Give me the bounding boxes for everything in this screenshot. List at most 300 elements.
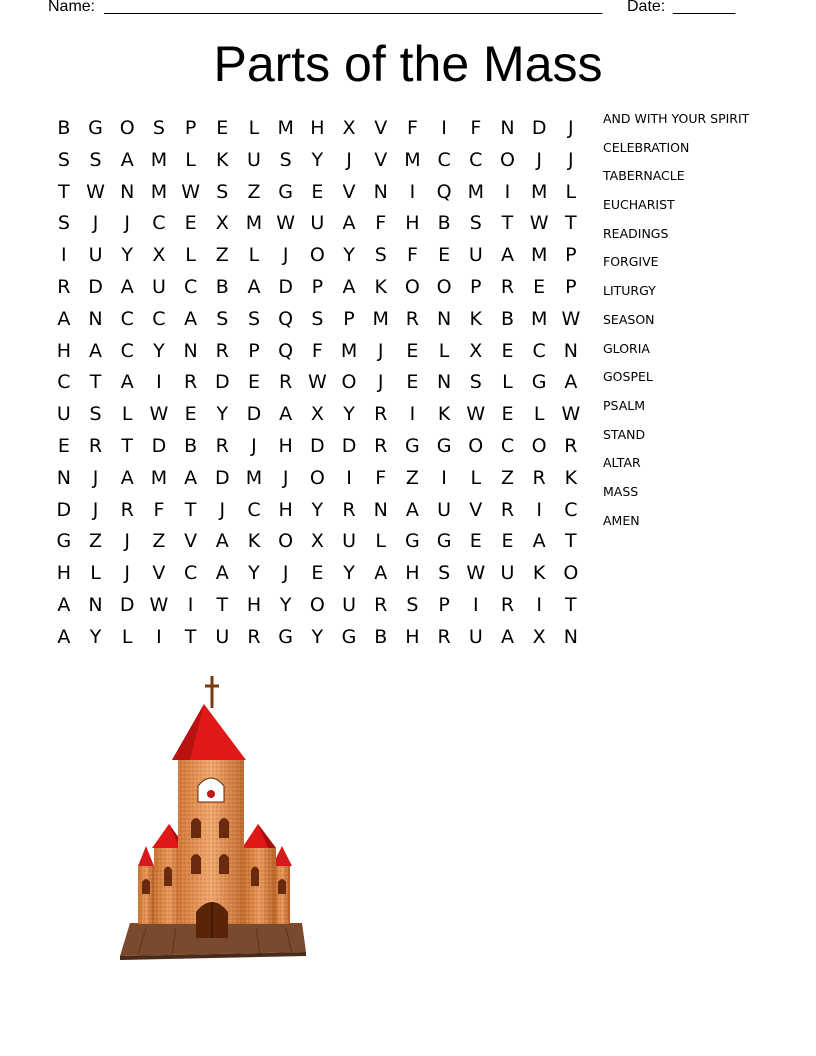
grid-letter: Z: [152, 530, 166, 553]
grid-letter: R: [437, 625, 451, 648]
grid-letter: Y: [343, 244, 355, 267]
grid-letter: B: [184, 434, 198, 457]
grid-letter: M: [150, 180, 168, 203]
grid-letter: R: [279, 371, 293, 394]
grid-letter: W: [466, 562, 486, 585]
word-list-item: GOSPEL: [603, 369, 653, 385]
grid-letter: V: [342, 180, 356, 203]
grid-letter: A: [342, 275, 356, 298]
grid-letter: H: [278, 434, 293, 457]
grid-letter: D: [310, 434, 325, 457]
grid-letter: R: [88, 434, 103, 457]
grid-letter: I: [441, 117, 447, 139]
grid-letter: W: [561, 307, 581, 330]
grid-letter: D: [214, 371, 230, 394]
grid-letter: M: [530, 244, 548, 267]
grid-letter: D: [214, 466, 230, 489]
grid-letter: O: [309, 593, 325, 616]
grid-letter: I: [441, 466, 447, 489]
grid-letter: X: [310, 530, 324, 553]
grid-letter: R: [215, 434, 229, 457]
grid-letter: G: [56, 530, 72, 553]
grid-letter: Y: [311, 625, 324, 648]
grid-letter: F: [406, 244, 418, 267]
grid-letter: R: [500, 593, 515, 616]
grid-letter: O: [309, 244, 325, 267]
grid-letter: T: [58, 180, 70, 203]
grid-row: [48, 463, 588, 495]
grid-letter: C: [57, 371, 71, 394]
grid-letter: W: [307, 371, 327, 394]
grid-letter: A: [120, 371, 134, 394]
grid-letter: L: [502, 371, 513, 394]
grid-letter: N: [436, 371, 452, 394]
grid-letter: Y: [279, 593, 292, 616]
grid-letter: H: [405, 625, 420, 648]
grid-letter: I: [504, 180, 511, 203]
grid-letter: I: [472, 593, 479, 616]
word-list-item: ALTAR: [603, 455, 641, 471]
grid-letter: A: [89, 339, 103, 362]
grid-letter: R: [247, 625, 261, 648]
grid-letter: R: [374, 403, 388, 426]
grid-letter: V: [469, 498, 483, 521]
grid-letter: P: [311, 275, 324, 298]
grid-letter: H: [56, 339, 71, 362]
grid-letter: H: [56, 562, 71, 585]
grid-letter: A: [342, 212, 356, 235]
grid-letter: I: [61, 244, 67, 267]
grid-letter: K: [469, 307, 483, 330]
grid-letter: D: [88, 275, 103, 298]
grid-letter: J: [92, 466, 99, 489]
grid-row: [48, 177, 588, 209]
grid-letter: K: [564, 466, 578, 489]
grid-letter: R: [374, 434, 388, 457]
grid-letter: W: [181, 180, 200, 203]
grid-letter: E: [311, 180, 324, 203]
grid-letter: J: [282, 466, 289, 489]
grid-letter: C: [183, 562, 198, 585]
grid-row: [48, 590, 588, 622]
grid-letter: T: [184, 498, 197, 521]
word-list-item: READINGS: [603, 225, 669, 241]
grid-letter: S: [89, 403, 102, 426]
grid-letter: X: [532, 625, 546, 648]
grid-letter: K: [216, 148, 229, 171]
grid-letter: T: [501, 212, 514, 235]
grid-letter: J: [536, 148, 542, 171]
grid-letter: W: [466, 403, 486, 426]
grid-letter: J: [124, 212, 131, 235]
letter-grid: [48, 113, 588, 654]
grid-letter: G: [88, 117, 103, 139]
grid-letter: C: [120, 339, 134, 362]
grid-letter: U: [342, 593, 356, 616]
grid-letter: G: [341, 625, 357, 648]
grid-letter: U: [56, 403, 71, 426]
grid-letter: D: [119, 593, 135, 616]
grid-letter: W: [276, 212, 296, 235]
grid-row: [48, 622, 588, 654]
grid-letter: G: [278, 625, 294, 648]
grid-letter: Y: [153, 339, 165, 362]
grid-letter: U: [342, 530, 356, 553]
grid-letter: P: [438, 593, 450, 616]
grid-letter: Y: [311, 498, 324, 521]
grid-letter: R: [405, 307, 419, 330]
grid-letter: G: [436, 434, 452, 457]
grid-letter: Y: [311, 148, 324, 171]
date-label: Date:: [627, 0, 666, 15]
grid-letter: B: [374, 625, 388, 648]
word-list-item: CELEBRATION: [603, 139, 690, 155]
grid-letter: R: [500, 498, 515, 521]
grid-letter: Y: [343, 562, 355, 585]
grid-letter: E: [247, 371, 260, 394]
grid-letter: E: [184, 212, 197, 235]
grid-letter: X: [310, 403, 324, 426]
grid-letter: C: [469, 148, 483, 171]
grid-letter: J: [251, 434, 257, 457]
grid-letter: R: [57, 275, 71, 298]
grid-letter: O: [499, 148, 515, 171]
word-list-item: EUCHARIST: [603, 197, 675, 213]
grid-letter: A: [120, 148, 134, 171]
grid-row: [48, 208, 588, 240]
grid-letter: A: [184, 466, 198, 489]
grid-letter: H: [405, 562, 420, 585]
grid-letter: C: [437, 148, 451, 171]
grid-letter: E: [184, 403, 197, 426]
grid-letter: L: [248, 244, 260, 267]
grid-letter: M: [245, 466, 263, 489]
grid-letter: A: [374, 562, 388, 585]
grid-letter: J: [282, 244, 289, 267]
grid-letter: M: [530, 180, 548, 203]
grid-row: [48, 272, 588, 304]
grid-letter: A: [120, 275, 134, 298]
grid-letter: U: [88, 244, 103, 267]
grid-letter: S: [406, 593, 419, 616]
grid-letter: H: [310, 117, 325, 139]
grid-letter: C: [152, 212, 166, 235]
header-line: [0, 0, 816, 20]
grid-letter: I: [409, 180, 416, 203]
grid-row: [48, 526, 588, 558]
grid-letter: L: [90, 562, 101, 585]
grid-letter: L: [438, 339, 450, 362]
grid-letter: I: [536, 593, 542, 616]
grid-letter: V: [374, 148, 388, 171]
grid-letter: X: [215, 212, 229, 235]
name-field-line: ________________________________________________________: [104, 0, 603, 15]
grid-letter: R: [500, 275, 515, 298]
grid-letter: X: [342, 117, 356, 139]
grid-letter: G: [531, 371, 547, 394]
grid-letter: Z: [89, 530, 103, 553]
grid-letter: R: [215, 339, 229, 362]
word-list-item: SEASON: [603, 311, 655, 327]
grid-letter: P: [565, 275, 577, 298]
grid-letter: R: [183, 371, 198, 394]
grid-letter: A: [57, 307, 71, 330]
grid-letter: U: [468, 244, 483, 267]
grid-letter: S: [469, 212, 482, 235]
word-list-item: LITURGY: [603, 283, 656, 299]
grid-letter: U: [247, 148, 261, 171]
grid-letter: L: [121, 625, 133, 648]
grid-letter: C: [564, 498, 578, 521]
grid-letter: M: [277, 117, 294, 139]
date-field-line: _______: [673, 0, 736, 15]
grid-letter: F: [406, 117, 418, 139]
grid-row: [48, 367, 588, 399]
grid-letter: O: [468, 434, 484, 457]
grid-letter: S: [57, 148, 70, 171]
grid-letter: B: [57, 117, 71, 139]
grid-letter: E: [438, 244, 451, 267]
grid-letter: E: [469, 530, 482, 553]
grid-letter: G: [405, 530, 420, 553]
grid-letter: E: [406, 339, 419, 362]
grid-letter: N: [563, 625, 578, 648]
grid-letter: Z: [215, 244, 229, 267]
grid-letter: E: [501, 339, 514, 362]
grid-letter: C: [247, 498, 261, 521]
grid-letter: T: [121, 434, 134, 457]
grid-letter: A: [57, 593, 71, 616]
grid-letter: P: [565, 244, 577, 267]
grid-letter: W: [149, 593, 169, 616]
grid-letter: K: [374, 275, 387, 298]
grid-letter: O: [278, 530, 294, 553]
grid-letter: M: [530, 307, 548, 330]
grid-letter: A: [215, 530, 229, 553]
grid-letter: S: [247, 307, 260, 330]
grid-letter: W: [86, 180, 105, 203]
grid-letter: A: [57, 625, 71, 648]
grid-letter: I: [536, 498, 542, 521]
grid-letter: M: [372, 307, 389, 330]
grid-letter: I: [346, 466, 352, 489]
grid-letter: C: [152, 307, 166, 330]
grid-letter: U: [151, 275, 166, 298]
grid-letter: U: [500, 562, 515, 585]
grid-letter: N: [373, 180, 388, 203]
grid-letter: L: [121, 403, 133, 426]
grid-letter: A: [532, 530, 546, 553]
grid-letter: E: [216, 117, 229, 139]
grid-letter: E: [406, 371, 419, 394]
grid-letter: J: [282, 562, 289, 585]
grid-letter: Y: [89, 625, 102, 648]
word-list-item: GLORIA: [603, 340, 650, 356]
grid-letter: B: [500, 307, 514, 330]
grid-row: [48, 113, 588, 145]
grid-letter: N: [373, 498, 388, 521]
grid-row: [48, 495, 588, 527]
grid-letter: N: [563, 339, 578, 362]
grid-letter: A: [279, 403, 293, 426]
grid-letter: S: [216, 180, 229, 203]
name-label: Name:: [48, 0, 96, 15]
grid-letter: N: [436, 307, 452, 330]
grid-letter: E: [57, 434, 70, 457]
grid-letter: A: [215, 562, 229, 585]
grid-letter: S: [311, 307, 324, 330]
grid-letter: D: [531, 117, 547, 139]
grid-letter: L: [533, 403, 545, 426]
grid-letter: C: [500, 434, 515, 457]
grid-letter: X: [469, 339, 483, 362]
grid-letter: R: [342, 498, 356, 521]
grid-letter: P: [184, 117, 197, 139]
grid-letter: P: [248, 339, 260, 362]
grid-letter: A: [405, 498, 419, 521]
grid-letter: O: [119, 117, 135, 139]
grid-letter: T: [565, 593, 577, 616]
grid-letter: S: [374, 244, 387, 267]
grid-letter: N: [88, 593, 103, 616]
word-list-item: FORGIVE: [603, 254, 659, 270]
grid-letter: K: [532, 562, 546, 585]
grid-letter: F: [153, 498, 165, 521]
grid-letter: T: [216, 593, 229, 616]
grid-letter: G: [278, 180, 294, 203]
grid-letter: D: [246, 403, 262, 426]
grid-letter: F: [375, 212, 387, 235]
grid-letter: Q: [436, 180, 452, 203]
grid-letter: I: [156, 625, 162, 648]
grid-letter: J: [124, 530, 131, 553]
grid-letter: J: [568, 148, 574, 171]
grid-letter: S: [469, 371, 482, 394]
word-list-item: MASS: [603, 483, 639, 499]
grid-letter: O: [341, 371, 357, 394]
grid-letter: F: [470, 117, 482, 139]
grid-row: [48, 304, 588, 336]
grid-letter: J: [568, 117, 574, 139]
grid-letter: C: [120, 307, 134, 330]
grid-letter: L: [375, 530, 387, 553]
grid-letter: R: [120, 498, 134, 521]
grid-letter: M: [245, 212, 263, 235]
grid-letter: U: [437, 498, 452, 521]
grid-letter: O: [404, 275, 420, 298]
grid-letter: J: [377, 339, 384, 362]
grid-letter: F: [311, 339, 323, 362]
grid-letter: S: [216, 307, 229, 330]
grid-letter: Z: [500, 466, 514, 489]
grid-letter: E: [501, 403, 514, 426]
grid-letter: A: [247, 275, 261, 298]
grid-letter: E: [501, 530, 514, 553]
grid-letter: M: [467, 180, 484, 203]
word-list-item: AMEN: [603, 512, 640, 528]
grid-letter: N: [120, 180, 135, 203]
grid-letter: T: [184, 625, 197, 648]
grid-letter: R: [564, 434, 578, 457]
grid-letter: Y: [343, 403, 355, 426]
grid-letter: W: [561, 403, 581, 426]
grid-letter: Z: [247, 180, 261, 203]
grid-row: [48, 145, 588, 177]
grid-letter: Q: [278, 339, 294, 362]
grid-letter: I: [187, 593, 194, 616]
grid-letter: Q: [278, 307, 294, 330]
grid-letter: Z: [405, 466, 419, 489]
grid-letter: A: [184, 307, 198, 330]
grid-letter: Y: [121, 244, 134, 267]
word-list-item: AND WITH YOUR SPIRIT: [603, 111, 750, 126]
grid-letter: S: [279, 148, 292, 171]
grid-letter: W: [529, 212, 549, 235]
grid-letter: I: [156, 371, 162, 394]
grid-letter: J: [92, 212, 99, 235]
grid-letter: H: [278, 498, 293, 521]
grid-letter: C: [183, 275, 198, 298]
grid-letter: G: [436, 530, 452, 553]
grid-letter: A: [500, 625, 514, 648]
grid-letter: U: [215, 625, 230, 648]
grid-letter: J: [92, 498, 99, 521]
grid-letter: G: [405, 434, 420, 457]
word-list-item: STAND: [603, 426, 646, 442]
grid-letter: M: [150, 466, 168, 489]
grid-letter: U: [310, 212, 325, 235]
grid-letter: A: [120, 466, 134, 489]
grid-row: [48, 336, 588, 368]
word-list: [603, 109, 813, 539]
grid-letter: J: [377, 371, 384, 394]
grid-letter: R: [374, 593, 388, 616]
grid-letter: O: [563, 562, 579, 585]
grid-letter: V: [184, 530, 198, 553]
grid-letter: Y: [248, 562, 260, 585]
grid-letter: N: [500, 117, 515, 139]
grid-letter: A: [500, 244, 514, 267]
grid-letter: U: [468, 625, 483, 648]
grid-letter: D: [341, 434, 357, 457]
grid-letter: B: [437, 212, 451, 235]
grid-row: [48, 558, 588, 590]
grid-letter: L: [248, 117, 260, 139]
grid-letter: S: [438, 562, 451, 585]
grid-row: [48, 431, 588, 463]
grid-letter: E: [311, 562, 324, 585]
grid-letter: D: [151, 434, 167, 457]
grid-letter: S: [57, 212, 70, 235]
grid-letter: V: [152, 562, 166, 585]
grid-letter: C: [532, 339, 546, 362]
grid-letter: A: [564, 371, 578, 394]
grid-letter: B: [215, 275, 229, 298]
grid-row: [48, 240, 588, 272]
grid-letter: O: [531, 434, 547, 457]
grid-letter: M: [340, 339, 358, 362]
grid-letter: J: [219, 498, 226, 521]
grid-letter: J: [124, 562, 131, 585]
church-illustration: [116, 670, 312, 960]
grid-letter: M: [150, 148, 168, 171]
grid-letter: L: [185, 148, 196, 171]
grid-letter: L: [470, 466, 482, 489]
grid-letter: S: [152, 117, 165, 139]
grid-letter: O: [436, 275, 452, 298]
grid-letter: O: [309, 466, 325, 489]
grid-letter: T: [89, 371, 102, 394]
